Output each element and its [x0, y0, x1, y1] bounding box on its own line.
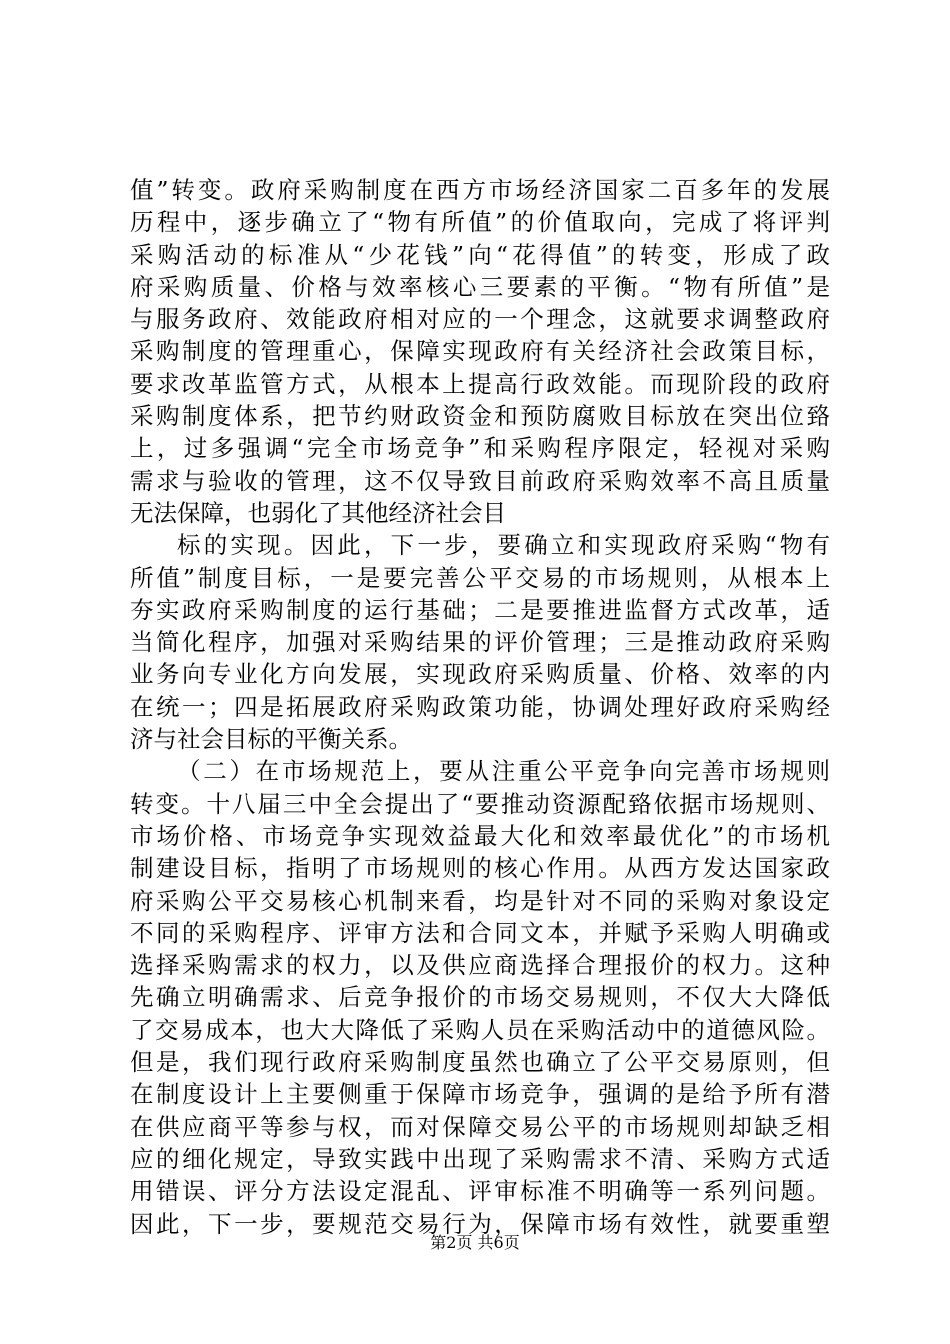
paragraph-line: 应的细化规定，导致实践中出现了采购需求不清、采购方式适: [130, 1144, 830, 1173]
paragraph-line: 不同的采购程序、评审方法和合同文本，并赋予采购人明确或: [130, 918, 830, 947]
paragraph-line: 与服务政府、效能政府相对应的一个理念，这就要求调整政府: [130, 305, 830, 334]
paragraph-line: 先确立明确需求、后竞争报价的市场交易规则，不仅大大降低: [130, 983, 830, 1012]
paragraph-line: 在供应商平等参与权，而对保障交易公平的市场规则却缺乏相: [130, 1112, 830, 1141]
paragraph-line: 市场价格、市场竞争实现效益最大化和效率最优化”的市场机: [130, 821, 830, 850]
paragraph-line: 但是，我们现行政府采购制度虽然也确立了公平交易原则，但: [130, 1048, 830, 1077]
paragraph-line: 标的实现。因此，下一步，要确立和实现政府采购“物有: [177, 531, 830, 560]
document-body: [130, 174, 830, 1240]
paragraph-line: 府采购公平交易核心机制来看，均是针对不同的采购对象设定: [130, 886, 830, 915]
paragraph-line: 府采购质量、价格与效率核心三要素的平衡。“物有所值”是: [130, 272, 830, 301]
paragraph-line: 采购制度体系，把节约财政资金和预防腐败目标放在突出位臵: [130, 402, 830, 431]
paragraph-line: 转变。十八届三中全会提出了“要推动资源配臵依据市场规则、: [130, 789, 830, 818]
paragraph-line: 历程中，逐步确立了“物有所值”的价值取向，完成了将评判: [130, 208, 830, 237]
paragraph-line: 在制度设计上主要侧重于保障市场竞争，强调的是给予所有潜: [130, 1080, 830, 1109]
paragraph-line: 值”转变。政府采购制度在西方市场经济国家二百多年的发展: [130, 176, 830, 204]
paragraph-line: 夯实政府采购制度的运行基础；二是要推进监督方式改革，适: [130, 595, 830, 624]
page-number-indicator: 第2页 共6页: [430, 1233, 520, 1252]
page-footer: [0, 1233, 950, 1253]
paragraph-line: 了交易成本，也大大降低了采购人员在采购活动中的道德风险。: [130, 1015, 830, 1044]
paragraph-line: 采购制度的管理重心，保障实现政府有关经济社会政策目标，: [130, 337, 830, 366]
paragraph: [130, 174, 830, 529]
paragraph-line: 当简化程序，加强对采购结果的评价管理；三是推动政府采购: [130, 628, 830, 657]
paragraph-line: （二）在市场规范上，要从注重公平竞争向完善市场规则: [177, 757, 830, 786]
paragraph: [130, 529, 830, 755]
paragraph-line: 需求与验收的管理，这不仅导致目前政府采购效率不高且质量: [130, 466, 830, 495]
paragraph-line: 上，过多强调“完全市场竞争”和采购程序限定，轻视对采购: [130, 434, 830, 463]
paragraph-line: 选择采购需求的权力，以及供应商选择合理报价的权力。这种: [130, 951, 830, 980]
paragraph-line: 业务向专业化方向发展，实现政府采购质量、价格、效率的内: [130, 660, 830, 689]
paragraph-line: 济与社会目标的平衡关系。: [130, 725, 412, 754]
paragraph: [130, 755, 830, 1239]
paragraph-line: 在统一；四是拓展政府采购政策功能，协调处理好政府采购经: [130, 692, 830, 721]
paragraph-line: 用错误、评分方法设定混乱、评审标准不明确等一系列问题。: [130, 1177, 830, 1206]
paragraph-line: 无法保障，也弱化了其他经济社会目: [130, 498, 506, 527]
paragraph-line: 采购活动的标准从“少花钱”向“花得值”的转变，形成了政: [130, 240, 830, 269]
paragraph-line: 制建设目标，指明了市场规则的核心作用。从西方发达国家政: [130, 854, 830, 883]
paragraph-line: 所值”制度目标，一是要完善公平交易的市场规则，从根本上: [130, 563, 830, 592]
paragraph-line: 因此，下一步，要规范交易行为，保障市场有效性，就要重塑: [130, 1209, 830, 1238]
paragraph-line: 要求改革监管方式，从根本上提高行政效能。而现阶段的政府: [130, 369, 830, 398]
